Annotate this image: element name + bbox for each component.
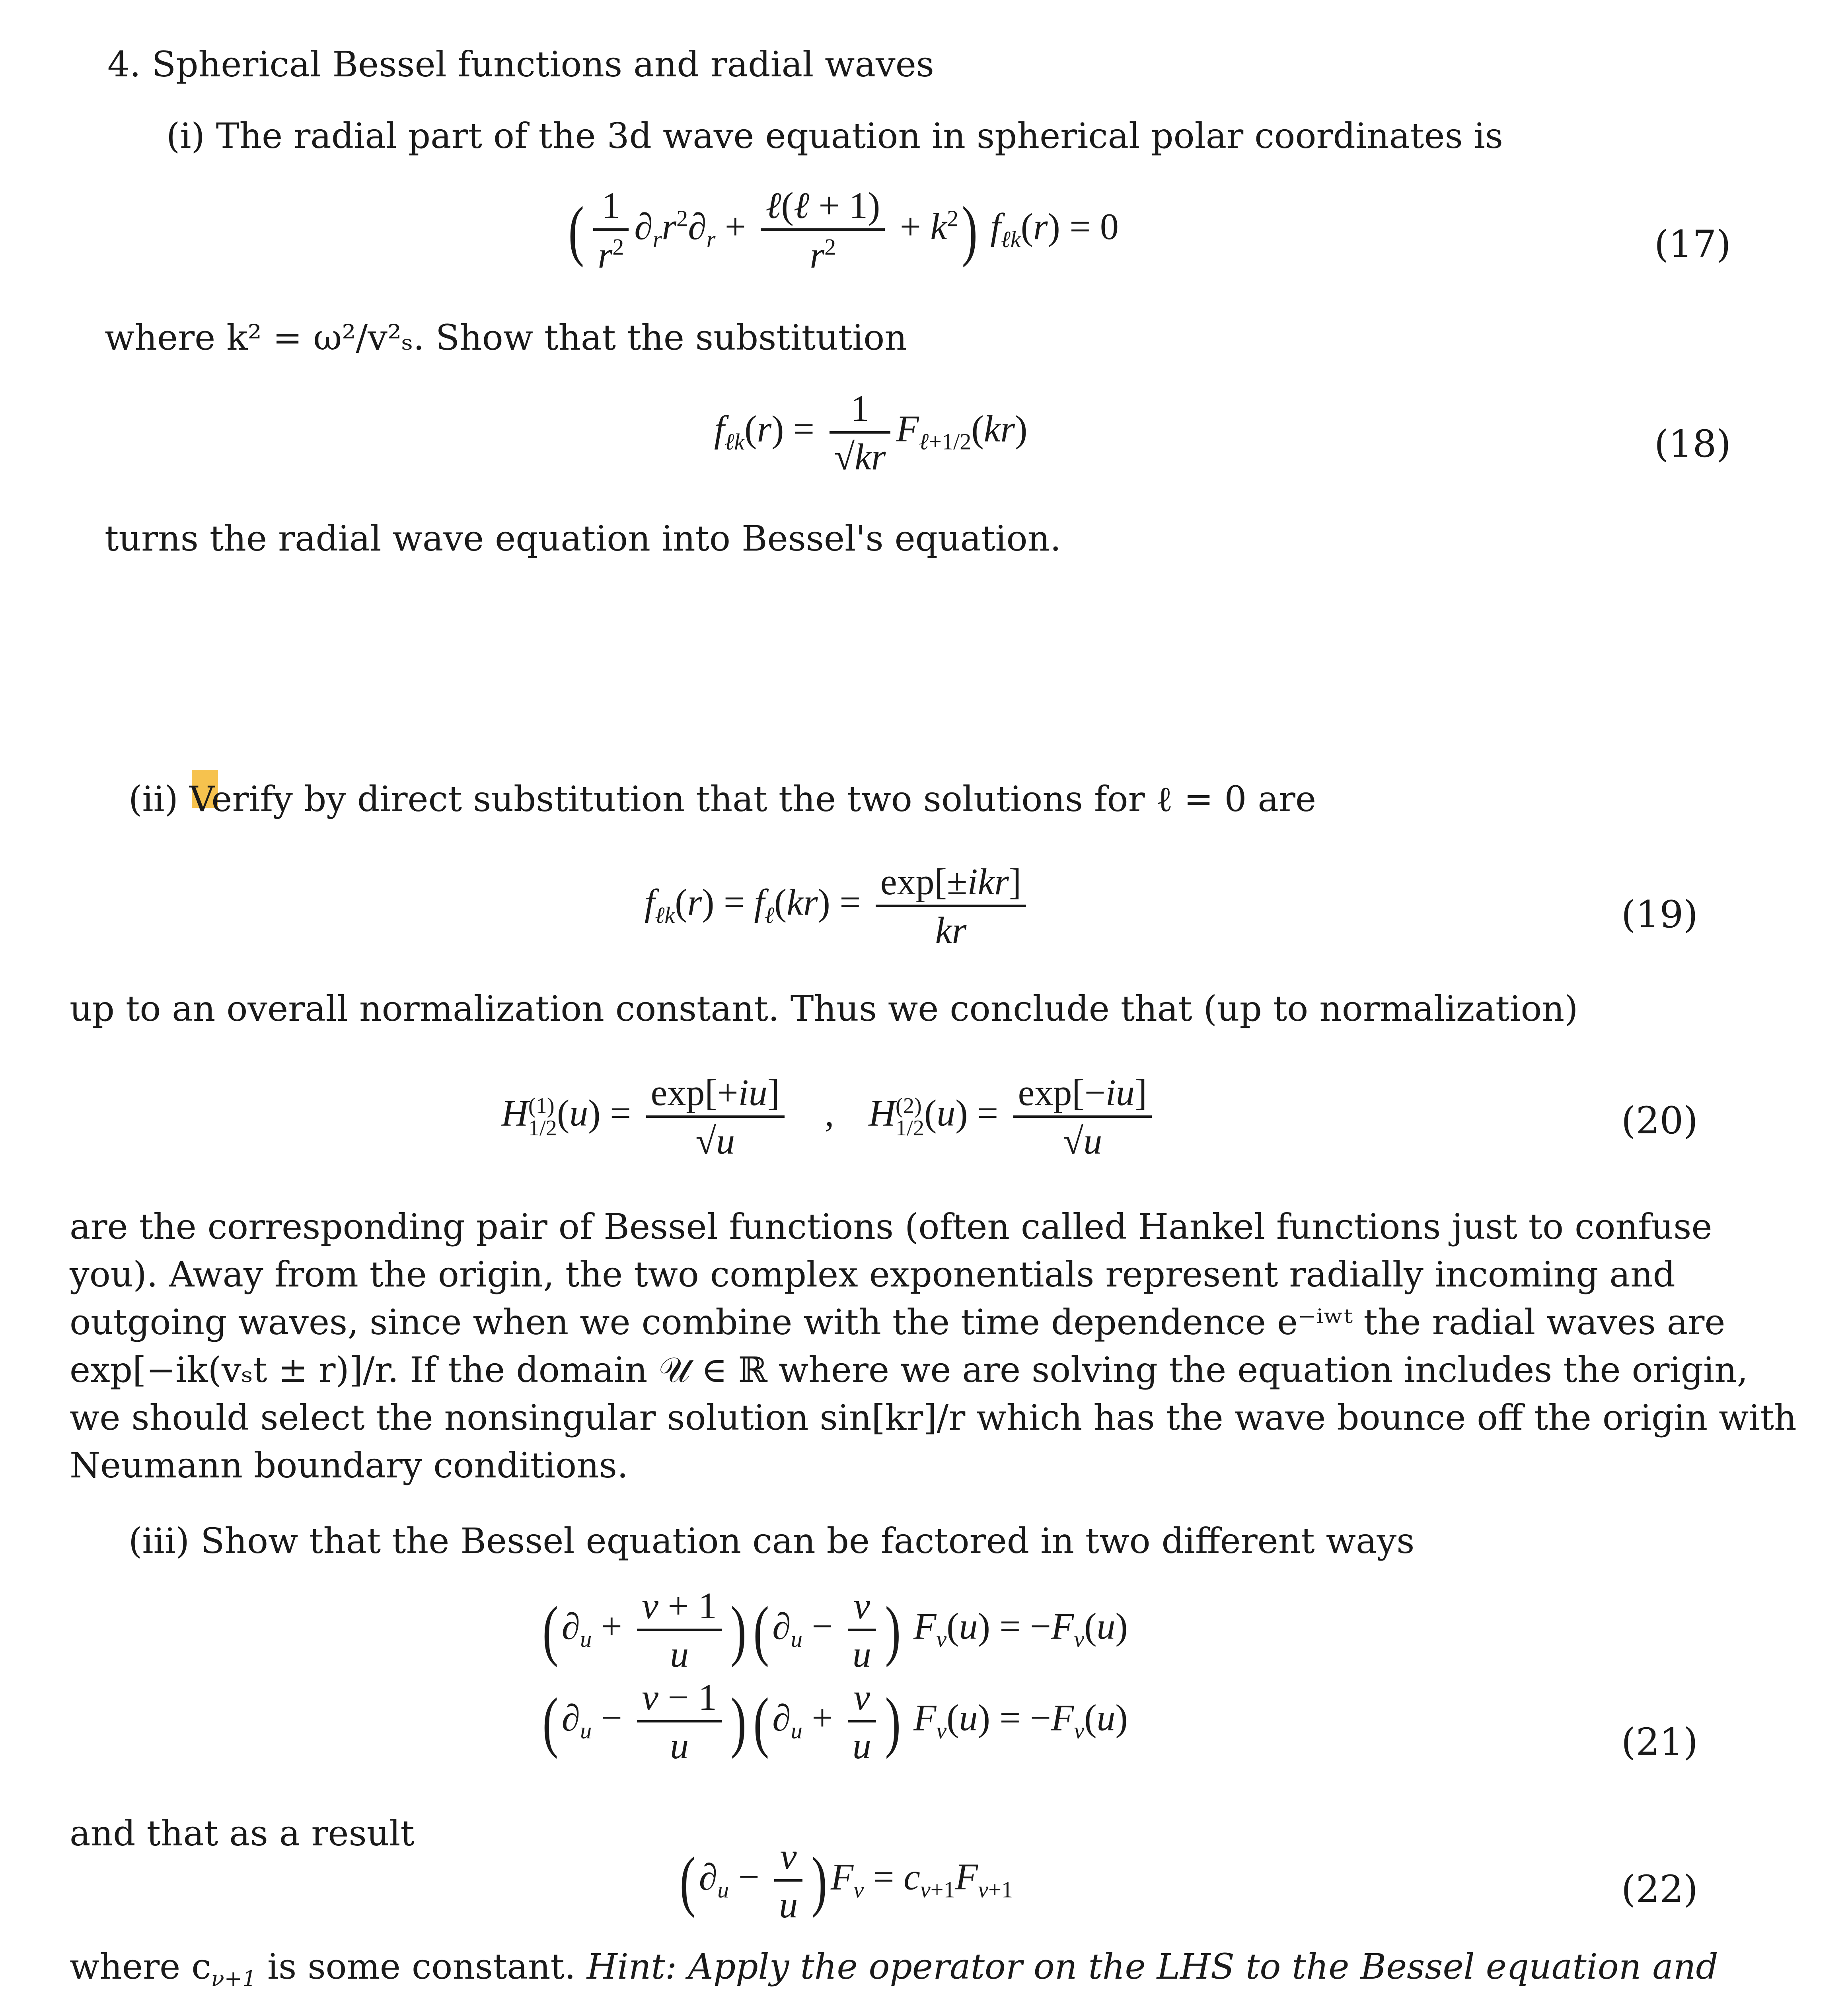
equation-22: ($\partial_u$ − $\frac{\nu}{u}$ )$F_\nu = c_{\nu+1}F_{\nu+1}$ [680, 1836, 1013, 1926]
equation-22-number: (22) [1621, 1868, 1698, 1911]
part-iii-where-line [70, 1946, 1718, 1989]
part-i-where-text: where k² = ω²/v²ₛ. Show that the substitution [105, 317, 907, 358]
part-ii-normalization-text: up to an overall normalization constant. Thus we conclude that (up to normalization) [70, 988, 1578, 1029]
where-rest: is some constant. [256, 1946, 587, 1987]
equation-21-number: (21) [1621, 1720, 1698, 1764]
paragraph-line: you). Away from the origin, the two complex exponentials represent radially incoming and [70, 1254, 1675, 1295]
paragraph-line: we should select the nonsingular solution sin[kr]/r which has the wave bounce off the origin with [70, 1397, 1797, 1438]
equation-21-line-1: ($\partial_u$ + $\frac{\nu + 1}{u}$ )($\partial_u$ − $\frac{\nu}{u}$ ) $F_\nu(u) = -F_\nu(u)$ [542, 1585, 1128, 1675]
section-title: 4. Spherical Bessel functions and radial waves [107, 44, 934, 85]
where-subscript: ν+1 [211, 1966, 257, 1989]
part-iii-intro: (iii) Show that the Bessel equation can be factored in two different ways [129, 1520, 1415, 1561]
paragraph-line: outgoing waves, since when we combine with the time dependence e⁻ⁱʷᵗ the radial waves are [70, 1302, 1725, 1343]
equation-21-line-2: ($\partial_u$ − $\frac{\nu - 1}{u}$ )($\partial_u$ + $\frac{\nu}{u}$ ) $F_\nu(u) = -F_\nu(u)$ [542, 1677, 1128, 1767]
equation-17-number: (17) [1654, 223, 1731, 266]
equation-17: ( $\frac{1}{r^2}$ $\partial_rr^2\partial_r$ + $\frac{\text{ℓ(ℓ + 1)}}{r^2}$ + $k^2$) $f_{\ell k}(r) = 0$ [568, 185, 1119, 276]
part-i-intro: (i) The radial part of the 3d wave equation in spherical polar coordinates is [166, 115, 1503, 156]
equation-18: $f_{\ell k}(r)$ = $\frac{1}{√kr}$ $F_{\ell+1/2}(kr)$ [714, 388, 1028, 478]
equation-19-number: (19) [1621, 893, 1698, 936]
paragraph-line: Neumann boundary conditions. [70, 1445, 628, 1486]
hint-line-1: Hint: Apply the operator on the LHS to the Bessel equation and [586, 1946, 1718, 1987]
equation-20-number: (20) [1621, 1099, 1698, 1142]
part-iii-result-text: and that as a result [70, 1813, 415, 1854]
where-text: where c [70, 1946, 211, 1987]
equation-20: H (1) 1/2 (u) = $\frac{\exp[+iu]}{√u}$ , H (2) 1/2 (u) = $\frac{\exp[-iu]}{√u}$ [501, 1074, 1157, 1160]
equation-18-number: (18) [1654, 422, 1731, 466]
part-i-conclusion: turns the radial wave equation into Bessel's equation. [105, 518, 1061, 559]
paragraph-line: exp[−ik(vₛt ± r)]/r. If the domain 𝒰 ∈ ℝ where we are solving the equation includes the origin, [70, 1349, 1748, 1390]
paragraph-line: are the corresponding pair of Bessel functions (often called Hankel functions just to confuse [70, 1206, 1712, 1247]
part-ii-intro: (ii) Verify by direct substitution that the two solutions for ℓ = 0 are [129, 778, 1316, 819]
equation-19: $f_{\ell k}(r) = f_\ell(kr)$ = $\frac{\text{exp[±ikr]}}{kr}$ [645, 863, 1032, 949]
